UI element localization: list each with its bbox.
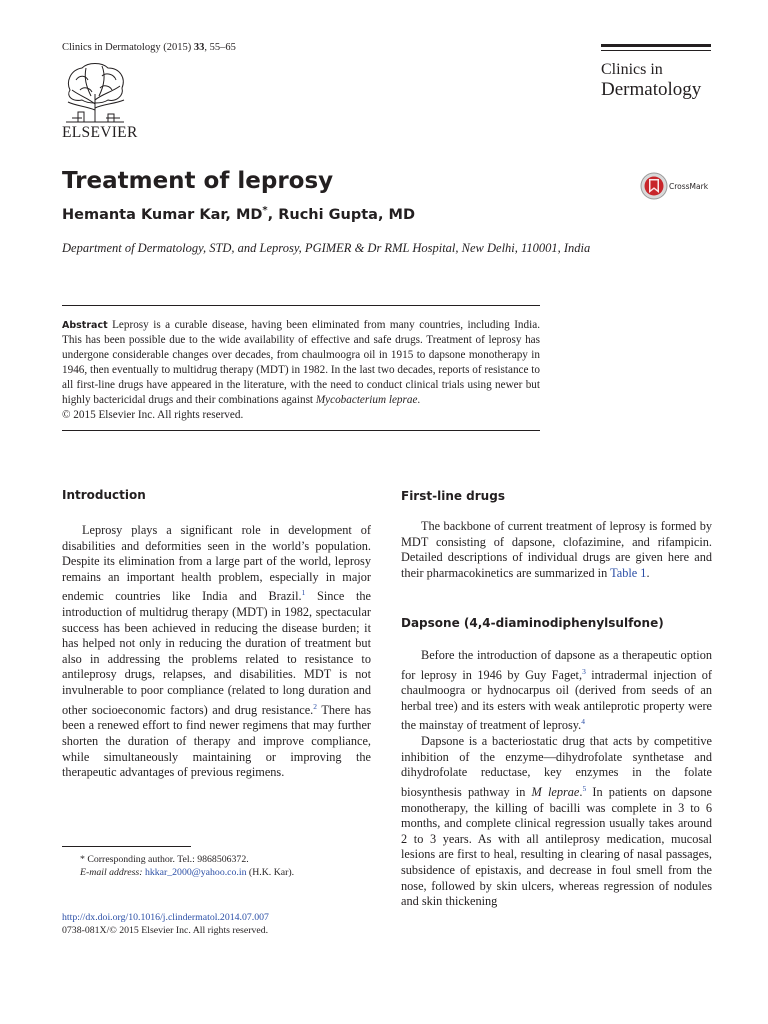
species-name: M leprae xyxy=(531,785,580,800)
reference-link[interactable]: 2 xyxy=(313,701,318,711)
abstract-text: Leprosy is a curable disease, having been eliminated from many countries, including India. This has been possible due to the wide availability of effective and safe drugs. Treatment of leprosy has undergone considerable changes over decades, from chaulmoogra oil in 1915 to dapsone monotherapy in 1946, then eventually to multidrug therapy (MDT) in 1982. In the last two decades, reports of resistance to all first-line drugs have appeared in the literature, with the need to conduct clinical trials using newer but highly bactericidal drugs and their combinations against xyxy=(62,319,540,406)
journal-rule-thick xyxy=(601,44,711,47)
section-heading-first-line-drugs: First-line drugs xyxy=(401,489,505,503)
citation-line: Clinics in Dermatology (2015) 33, 55–65 xyxy=(62,42,236,53)
table-1-link[interactable]: Table 1 xyxy=(610,565,647,580)
paragraph: Dapsone is a bacteriostatic drug that acts by competitive inhibition of the enzyme—dihydrofolate synthetase and dihydrofolate reductase, key enzymes in the folate biosynthesis pathway in M leprae.$^5$ In patients on dapsone monotherapy, the killing of bacilli was complete in 3 to 6 months, and complete clinical regression usually takes around 2 to 3 years. As with all antileprosy medication, mucosal lesions are first to heal, resulting in clearing of nasal passages, subsidence of epistaxis, and decrease in foul smell from the nose, followed by skin ulcers, whereas regression of nodules and skin thickening xyxy=(401,734,712,909)
email-link[interactable]: hkkar_2000@yahoo.co.in xyxy=(144,867,247,878)
introduction-body xyxy=(62,523,371,781)
crossmark-icon xyxy=(640,172,668,200)
first-line-drugs-body xyxy=(401,519,712,581)
corresponding-author-footnote: * Corresponding author. Tel.: 9868506372. E-mail address: hkkar_2000@yahoo.co.in (H.K. Kar). xyxy=(80,854,295,878)
dapsone-body xyxy=(401,648,712,910)
crossmark-label: CrossMark xyxy=(669,181,709,191)
paragraph: The backbone of current treatment of leprosy is formed by MDT consisting of dapsone, clofazimine, and rifampicin. Detailed descriptions of individual drugs are given here and their pharmacokinetics are summarized in Table 1. xyxy=(401,519,712,580)
abstract-copyright: © 2015 Elsevier Inc. All rights reserved. xyxy=(62,409,244,421)
journal-header-rules xyxy=(601,44,711,51)
publisher-wordmark: ELSEVIER xyxy=(62,124,138,141)
section-heading-dapsone: Dapsone (4,4-diaminodiphenylsulfone) xyxy=(401,616,664,630)
elsevier-tree-logo-icon xyxy=(62,60,128,126)
crossmark-badge[interactable] xyxy=(640,172,708,200)
author-affiliation: Department of Dermatology, STD, and Leprosy, PGIMER & Dr RML Hospital, New Delhi, 110001, India xyxy=(62,241,591,255)
reference-link[interactable]: 3 xyxy=(582,666,586,676)
reference-link[interactable]: 5 xyxy=(582,783,587,793)
article-title: Treatment of leprosy xyxy=(62,168,334,194)
author-list: Hemanta Kumar Kar, MD*, Ruchi Gupta, MD xyxy=(62,205,415,223)
journal-name-line1: Clinics in xyxy=(601,61,663,78)
abstract-block: Abstract Leprosy is a curable disease, having been eliminated from many countries, including India. This has been possible due to the wide availability of effective and safe drugs. Treatment of leprosy has undergone considerable changes over decades, from chaulmoogra oil in 1915 to dapsone monotherapy in 1946, then eventually to multidrug therapy (MDT) in 1982. In the last two decades, reports of resistance to all first-line drugs have appeared in the literature, with the need to conduct clinical trials using newer but highly bactericidal drugs and their combinations against Mycobacterium leprae. © 2015 Elsevier Inc. All rights reserved. xyxy=(62,319,540,421)
footnote-rule xyxy=(62,846,191,847)
author-name: Hemanta Kumar Kar, MD xyxy=(62,206,263,223)
reference-link[interactable]: 1 xyxy=(301,588,306,598)
species-name: Mycobacterium leprae xyxy=(315,394,418,406)
corresponding-author-mark[interactable]: * xyxy=(262,205,268,216)
author-name: Ruchi Gupta, MD xyxy=(278,206,415,223)
reference-link[interactable]: 4 xyxy=(581,717,585,727)
abstract-top-rule xyxy=(62,305,540,306)
doi-block xyxy=(62,911,269,937)
abstract-bottom-rule xyxy=(62,430,540,431)
issn-line: 0738-081X/© 2015 Elsevier Inc. All rights reserved. xyxy=(62,925,269,936)
journal-name-line2: Dermatology xyxy=(601,79,702,100)
paragraph: Before the introduction of dapsone as a therapeutic option for leprosy in 1946 by Guy Faget,$^3$ intradermal injection of chaulmoogra or hydnocarpus oil (derived from seeds of an herbal tree) and its esters with weak antileprotic property were the mainstay of treatment of leprosy.$^4$ xyxy=(401,648,713,733)
journal-rule-thin xyxy=(601,50,711,51)
doi-link[interactable]: http://dx.doi.org/10.1016/j.clindermatol.2014.07.007 xyxy=(62,912,269,923)
abstract-label: Abstract xyxy=(62,320,108,331)
section-heading-introduction: Introduction xyxy=(62,488,146,502)
paragraph: Leprosy plays a significant role in development of disabilities and deformities seen in the world’s population. Despite its elimination from a large part of the world, leprosy remains an important health problem, especially in major endemic countries like India and Brazil.$^1$ Since the introduction of multidrug therapy (MDT) in 1982, spectacular success has been achieved in reducing the disease burden; it has helped not only in reducing the duration of treatment but also in addressing the problems related to resistance to antileprosy drugs, relapses, and disabilities. MDT is not invulnerable to poor compliance (related to long duration and other socioeconomic factors) and drug resistance.$^2$ There has been a renewed effort to find newer regimens that may further shorten the duration of therapy and improve compliance, while simultaneously maintaining or improving the therapeutic advantages of previous regimens. xyxy=(62,523,371,780)
